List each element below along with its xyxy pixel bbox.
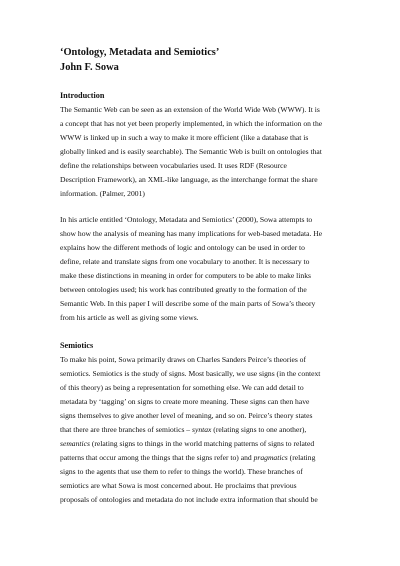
section-heading: Introduction [60, 91, 105, 100]
text-line: The Semantic Web can be seen as an extension of the World Wide Web (WWW). It is [60, 105, 320, 114]
body-paragraph [60, 103, 350, 201]
text-line [60, 425, 306, 434]
italic-term: pragmatics [253, 453, 288, 462]
text-line [60, 439, 314, 448]
text-line: explains how the different methods of logic and ontology can be used in order to [60, 243, 305, 252]
text-line: globally linked and is easily searchable). The Semantic Web is built on ontologies that [60, 147, 322, 156]
text-line: Description Framework), an XML-like language, as the interchange format the share [60, 175, 318, 184]
text-line: Semantic Web. In this paper I will describe some of the main parts of Sowa’s theory [60, 299, 316, 308]
text-line: semiotics. Semiotics is the study of signs. Most basically, we use signs (in the context [60, 369, 321, 378]
text-line: signs themselves to give another level of meaning, and so on. Peirce’s theory states [60, 411, 313, 420]
text-line: from his article as well as giving some views. [60, 313, 199, 322]
document-title: ‘Ontology, Metadata and Semiotics’ [60, 47, 220, 58]
text-segment: that there are three branches of semiotics – [60, 425, 192, 434]
text-segment: (relating [287, 453, 316, 462]
document-author: John F. Sowa [60, 62, 119, 73]
text-line: of this theory) as being a representation for something else. We can add detail to [60, 383, 304, 392]
page-content [60, 45, 350, 507]
text-line: a concept that has not yet been properly implemented, in which the information on the [60, 119, 323, 128]
section-heading: Semiotics [60, 341, 94, 350]
text-segment: (relating signs to one another), [211, 425, 307, 434]
text-line: To make his point, Sowa primarily draws on Charles Sanders Peirce’s theories of [60, 355, 307, 364]
text-line: define, relate and translate signs from one vocabulary to another. It is necessary to [60, 257, 310, 266]
text-segment: patterns that occur among the things that the signs refer to) and [60, 453, 254, 462]
text-line: WWW is linked up in such a way to make it more efficient (like a database that is [60, 133, 309, 142]
text-line: In his article entitled ‘Ontology, Metadata and Semiotics’ (2000), Sowa attempts to [60, 215, 313, 224]
text-line: proposals of ontologies and metadata do not include extra information that should be [60, 495, 318, 504]
text-line: information. (Palmer, 2001) [60, 189, 145, 198]
text-line: metadata by ‘tagging’ on signs to create more meaning. These signs can then have [60, 397, 310, 406]
body-paragraph [60, 213, 350, 325]
text-line: between ontologies used; his work has contributed greatly to the formation of the [60, 285, 307, 294]
italic-term: syntax [192, 425, 212, 434]
text-line: signs to the agents that use them to refer to things the world). These branches of [60, 467, 303, 476]
text-line [60, 453, 315, 462]
text-segment: (relating signs to things in the world matching patterns of signs to related [89, 439, 315, 448]
body-paragraph [60, 353, 350, 507]
italic-term: semantics [60, 439, 90, 448]
section-gap [60, 325, 350, 339]
paragraph-gap [60, 201, 350, 213]
text-line: show how the analysis of meaning has many implications for web-based metadata. He [60, 229, 323, 238]
text-line: semiotics are what Sowa is most concerned about. He proclaims that previous [60, 481, 297, 490]
text-line: make these distinctions in meaning in order for computers to be able to make links [60, 271, 311, 280]
text-line: define the relationships between vocabularies used. It uses RDF (Resource [60, 161, 287, 170]
